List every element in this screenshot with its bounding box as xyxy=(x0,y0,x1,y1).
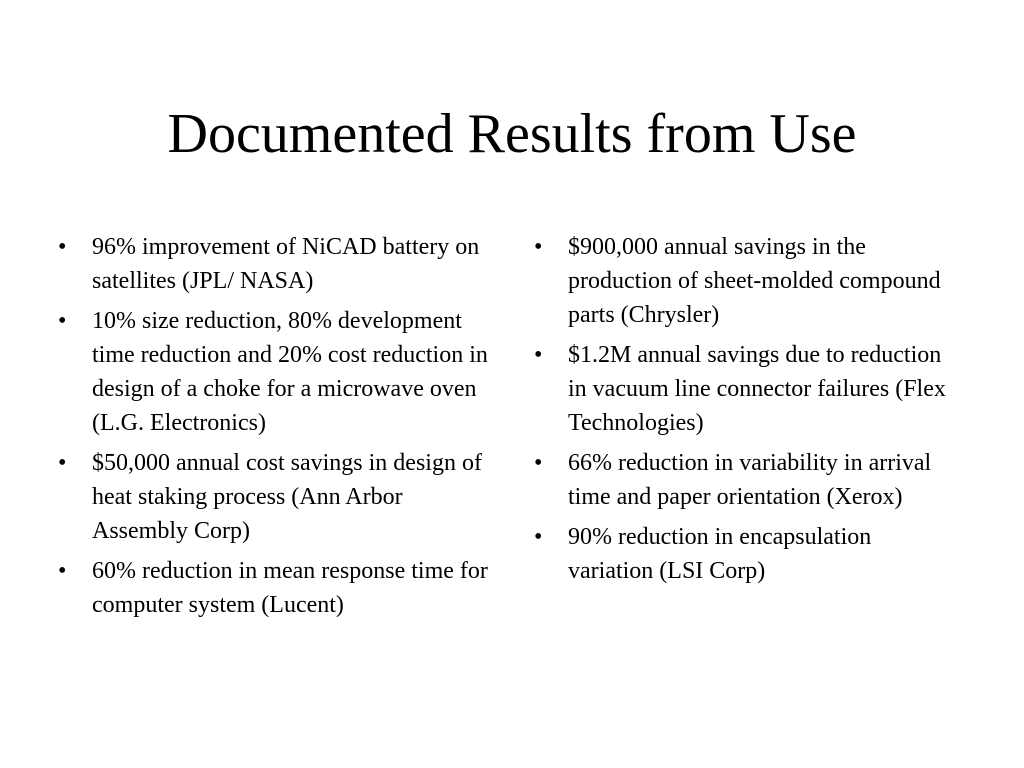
list-item xyxy=(534,338,954,440)
list-item-text: $1.2M annual savings due to reduction in vacuum line connector failures (Flex Technologies) xyxy=(568,342,946,436)
list-item xyxy=(58,554,498,622)
list-item-text: $50,000 annual cost savings in design of heat staking process (Ann Arbor Assembly Corp) xyxy=(92,450,482,544)
bullet-icon: • xyxy=(534,524,543,550)
list-item xyxy=(58,446,498,548)
list-item xyxy=(534,520,954,588)
bullet-icon: • xyxy=(534,234,543,260)
bullet-icon: • xyxy=(58,308,67,334)
list-item-text: $900,000 annual savings in the production of sheet-molded compound parts (Chrysler) xyxy=(568,234,941,328)
bullet-icon: • xyxy=(58,558,67,584)
list-item xyxy=(58,230,498,298)
left-bullet-list xyxy=(58,230,498,628)
list-item xyxy=(534,446,954,514)
bullet-icon: • xyxy=(534,342,543,368)
list-item xyxy=(534,230,954,332)
bullet-icon: • xyxy=(534,450,543,476)
bullet-icon: • xyxy=(58,450,67,476)
list-item-text: 10% size reduction, 80% development time reduction and 20% cost reduction in design of a choke for a microwave oven (L.G. Electronics) xyxy=(92,308,488,436)
list-item-text: 90% reduction in encapsulation variation (LSI Corp) xyxy=(568,524,872,584)
slide-title: Documented Results from Use xyxy=(167,103,857,165)
list-item xyxy=(58,304,498,440)
list-item-text: 66% reduction in variability in arrival time and paper orientation (Xerox) xyxy=(568,450,932,510)
list-item-text: 60% reduction in mean response time for computer system (Lucent) xyxy=(92,558,488,618)
bullet-icon: • xyxy=(58,234,67,260)
list-item-text: 96% improvement of NiCAD battery on satellites (JPL/ NASA) xyxy=(92,234,480,294)
right-bullet-list xyxy=(534,230,954,594)
